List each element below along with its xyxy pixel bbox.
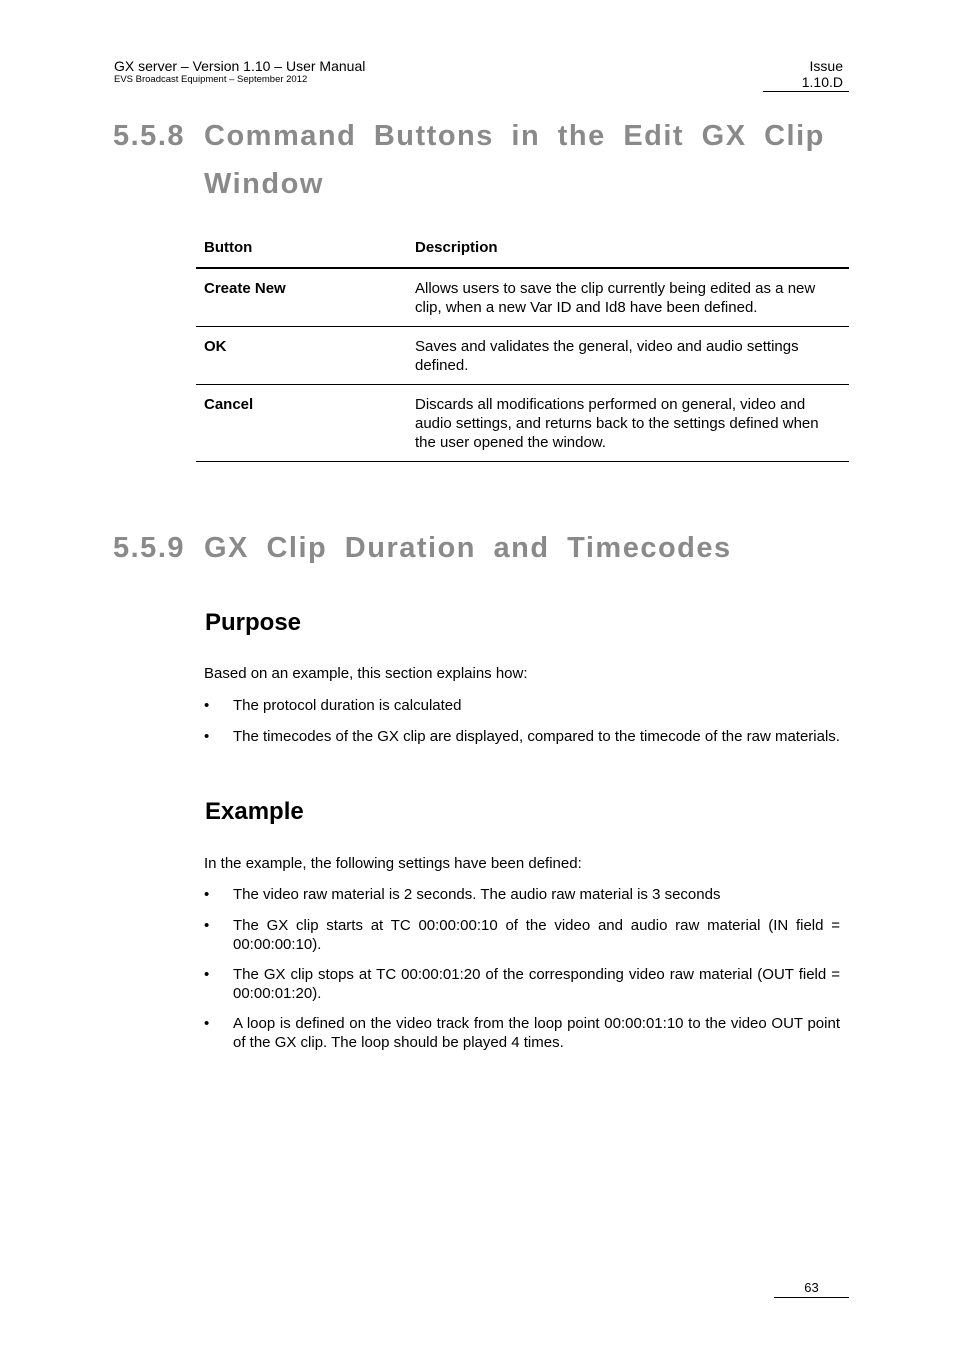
- purpose-heading: Purpose: [205, 609, 302, 636]
- page-number: 63: [804, 1280, 819, 1295]
- table-row: [196, 385, 849, 462]
- table-row: [196, 327, 849, 385]
- table-row: [196, 268, 849, 327]
- cell-description: Discards all modifications performed on general, video and audio settings, and returns back to the settings defined when the user opened the window.: [407, 385, 849, 462]
- section-heading-5-5-8: [113, 120, 825, 153]
- header-rule: [763, 91, 849, 92]
- section-number: 5.5.9: [113, 532, 185, 564]
- example-heading: Example: [205, 798, 304, 825]
- section-title-line2: Window: [204, 168, 324, 200]
- cell-button: Create New: [196, 268, 407, 327]
- list-item: • A loop is defined on the video track from the loop point 00:00:01:10 to the video OUT point of the GX clip. The loop should be played 4 times.: [204, 1015, 840, 1051]
- section-title-line1: Command Buttons in the Edit GX Clip: [204, 120, 825, 152]
- list-item: • The timecodes of the GX clip are displayed, compared to the timecode of the raw materials.: [204, 728, 840, 745]
- cell-description: Allows users to save the clip currently being edited as a new clip, when a new Var ID and Id8 have been defined.: [407, 268, 849, 327]
- document-title: GX server – Version 1.10 – User Manual: [114, 58, 366, 74]
- column-header-description: Description: [407, 228, 849, 268]
- section-number: 5.5.8: [113, 120, 185, 152]
- example-list: [204, 885, 840, 1052]
- list-item: • The GX clip stops at TC 00:00:01:20 of the corresponding video raw material (OUT field = 00:00:01:20).: [204, 966, 840, 1002]
- document-subtitle: EVS Broadcast Equipment – September 2012: [114, 74, 308, 85]
- issue-value: 1.10.D: [801, 74, 843, 90]
- list-item: • The video raw material is 2 seconds. The audio raw material is 3 seconds: [204, 886, 721, 903]
- cell-description: Saves and validates the general, video and audio settings defined.: [407, 327, 849, 385]
- example-intro: In the example, the following settings have been defined:: [204, 855, 582, 872]
- list-item: • The protocol duration is calculated: [204, 697, 462, 714]
- section-heading-5-5-9: [113, 532, 732, 565]
- section-title: GX Clip Duration and Timecodes: [204, 532, 732, 564]
- cell-button: OK: [196, 327, 407, 385]
- purpose-list: [204, 696, 840, 746]
- issue-label: Issue: [809, 58, 843, 74]
- footer-rule: [774, 1297, 849, 1298]
- purpose-intro: Based on an example, this section explains how:: [204, 665, 528, 682]
- command-buttons-table: [196, 228, 849, 462]
- table-header-row: [196, 228, 849, 268]
- cell-button: Cancel: [196, 385, 407, 462]
- column-header-button: Button: [196, 228, 407, 268]
- list-item: • The GX clip starts at TC 00:00:00:10 of the video and audio raw material (IN field = 00:00:00:10).: [204, 917, 840, 953]
